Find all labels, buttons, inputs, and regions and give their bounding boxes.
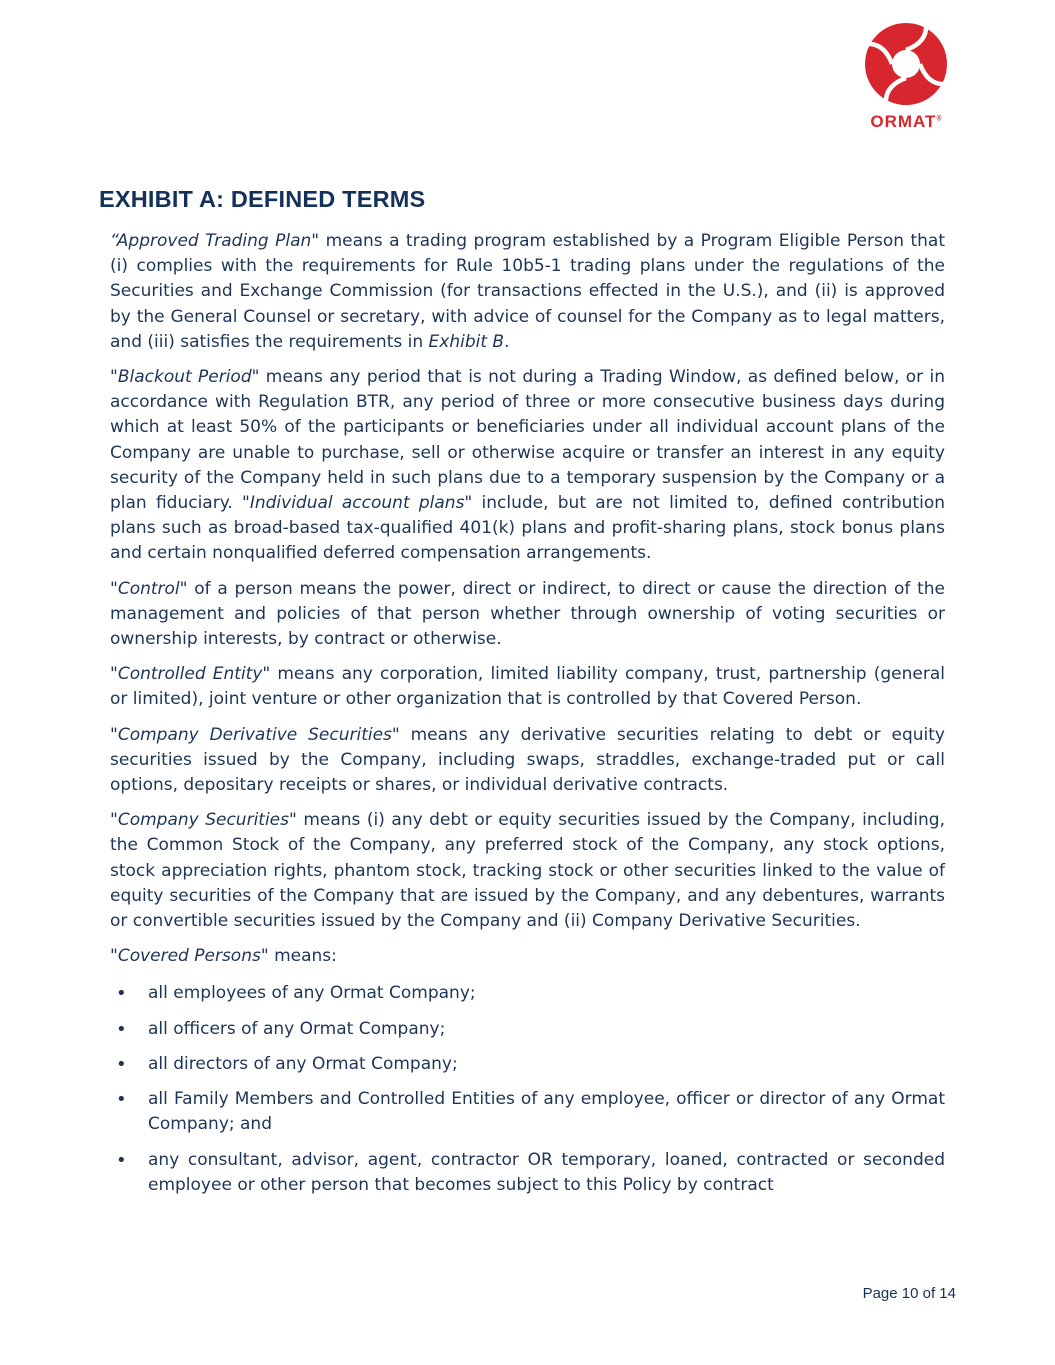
list-item: • any consultant, advisor, agent, contractor OR temporary, loaned, contracted or seconded employee or other person that becomes subject to this Policy by contract — [110, 1148, 945, 1198]
page-heading: EXHIBIT A: DEFINED TERMS — [99, 186, 426, 212]
definition-controlled-entity: "Controlled Entity" means any corporation, limited liability company, trust, partnership (general or limited), joint venture or other organization that is controlled by that Covered Person. — [110, 664, 945, 710]
term-label: "Company Securities" — [110, 810, 297, 831]
list-item: • all directors of any Ormat Company; — [110, 1052, 945, 1077]
list-item: • all officers of any Ormat Company; — [110, 1017, 945, 1042]
logo-wordmark: ORMAT® — [870, 112, 942, 131]
term-label: "Company Derivative Securities" — [110, 724, 400, 745]
definition-company-securities: "Company Securities" means (i) any debt or equity securities issued by the Company, including, the Common Stock of the Company, any preferred stock of the Company, any stock options, stock appreciation rights, phantom stock, tracking stock or other securities linked to the value of equity securities of the Company that are issued by the Company, and any debentures, warrants or convertible securities issued by the Company and (ii) Company Derivative Securities. — [110, 810, 945, 932]
covered-persons-list — [110, 981, 945, 1197]
term-label: "Controlled Entity" — [110, 664, 271, 685]
definition-blackout-period: "Blackout Period" means any period that is not during a Trading Window, as defined below, or in accordance with Regulation BTR, any period of three or more consecutive business days during which at least 50% of the participants or beneficiaries under all individual account plans of the Company are unable to purchase, sell or otherwise acquire or transfer an interest in any equity security of the Company held in such plans due to a temporary suspension by the Company or a plan fiduciary. "Individual account plans" include, but are not limited to, defined contribution plans such as broad-based tax-qualified 401(k) plans and profit-sharing plans, stock bonus plans and certain nonqualified deferred compensation arrangements. — [110, 367, 945, 564]
term-label: "Blackout Period" — [110, 367, 260, 388]
ormat-logo — [858, 22, 954, 138]
exhibit-reference: Exhibit B — [428, 331, 505, 352]
definition-company-derivative-securities: "Company Derivative Securities" means any derivative securities relating to debt or equity securities issued by the Company, including swaps, straddles, exchange-traded put or call options, depositary receipts or shares, or individual derivative contracts. — [110, 724, 945, 796]
definition-control: "Control" of a person means the power, direct or indirect, to direct or cause the direction of the management and policies of that person whether through ownership of voting securities or ownership interests, by contract or otherwise. — [110, 578, 945, 650]
defined-terms-body — [110, 229, 945, 1208]
list-item: • all Family Members and Controlled Entities of any employee, officer or director of any Ormat Company; and — [110, 1087, 945, 1137]
definition-approved-trading-plan: “Approved Trading Plan" means a trading program established by a Program Eligible Person that (i) complies with the requirements for Rule 10b5-1 trading plans under the regulations of the Securities and Exchange Commission (for transactions effected in the U.S.), and (ii) is approved by the General Counsel or secretary, with advice of counsel for the Company as to legal matters, and (iii) satisfies the requirements in Exhibit B. — [110, 231, 946, 352]
sub-term-label: "Individual account plans" — [242, 493, 473, 514]
list-item: • all employees of any Ormat Company; — [110, 981, 945, 1006]
definition-covered-persons: "Covered Persons" means: — [110, 946, 337, 967]
ormat-logo-icon — [864, 22, 948, 106]
term-label: "Covered Persons" — [110, 946, 269, 967]
term-label: "Control" — [110, 578, 188, 599]
term-label: “Approved Trading Plan" — [110, 231, 320, 251]
page-number: Page 10 of 14 — [862, 1285, 956, 1302]
